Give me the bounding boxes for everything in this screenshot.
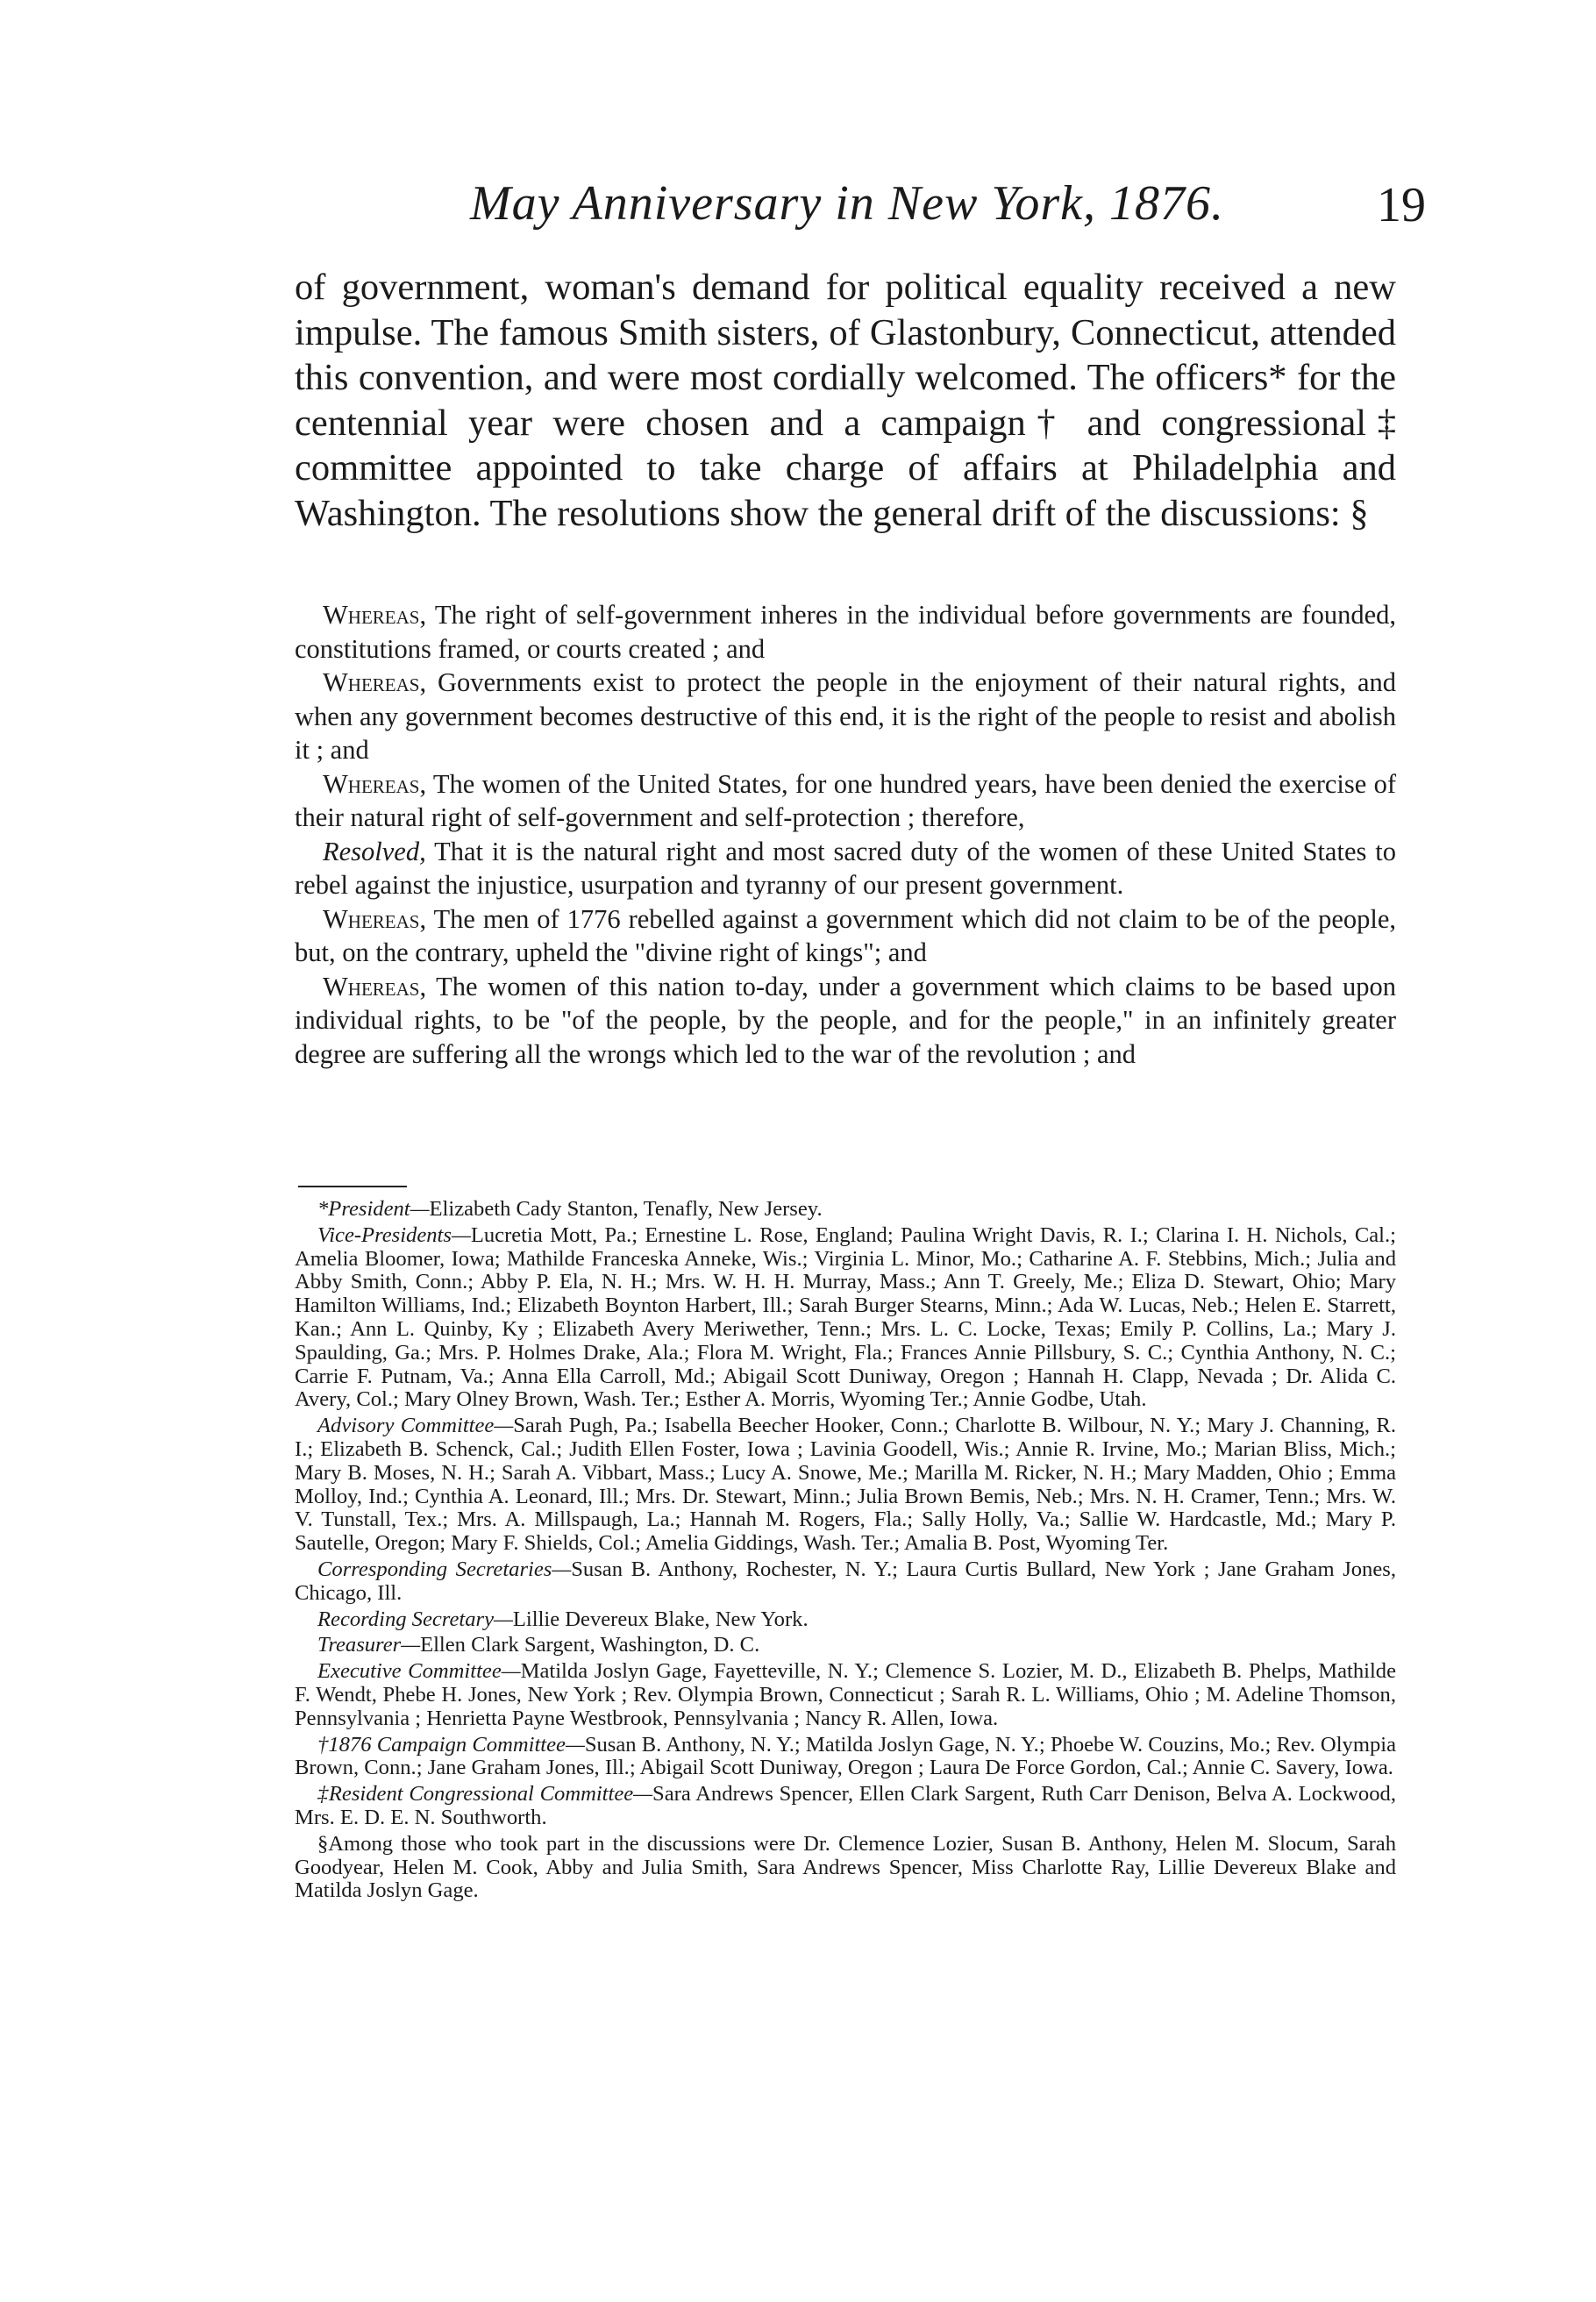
footnote-text: §Among those who took part in the discussions were Dr. Clemence Lozier, Susan B. Anthony, Helen M. Slocum, Sarah Goodyear, Helen M. Cook, Abby and Julia Smith, Sara Andrews Spencer, Miss Charlotte Ray, Lillie Devereux Blake and Matilda Joslyn Gage. [295,1831,1396,1903]
footnote-label: †1876 Campaign Committee— [317,1732,585,1757]
footnote-divider [298,1186,407,1187]
resolution-text: The women of this nation to-day, under a government which claims to be based upon individual rights, to be "of the people, by the people, and for the people," in an infinitely greater degree are suffering all the wrongs which led to the war of the revolution ; and [295,971,1397,1069]
footnote [295,1660,1396,1730]
footnote [295,1783,1396,1830]
footnote-text: Ellen Clark Sargent, Washington, D. C. [420,1633,760,1657]
resolution-text: Governments exist to protect the people in the enjoyment of their natural rights, and when any government becomes destructive of this end, it is the right of the people to resist and abolish it ; and [295,667,1396,765]
footnote [295,1198,1396,1222]
footnote-text: Sarah Pugh, Pa.; Isabella Beecher Hooker, Conn.; Charlotte B. Wilbour, N. Y.; Mary J. Channing, R. I.; Elizabeth B. Schenck, Cal.; Judith Ellen Foster, Iowa ; Lavinia Goodell, Wis.; Annie R. Irvine, Mo.; Marian Bliss, Mich.; Mary B. Moses, N. H.; Sarah A. Vibbart, Mass.; Lucy A. Snowe, Me.; Marilla M. Ricker, N. H.; Mary Madden, Ohio ; Emma Molloy, Ind.; Cynthia A. Leonard, Ill.; Mrs. Dr. Stewart, Minn.; Julia Brown Bemis, Neb.; Mrs. N. H. Cramer, Tenn.; Mrs. W. V. Tunstall, Tex.; Mrs. A. Millspaugh, La.; Hannah M. Rogers, Fla.; Sally Holly, Va.; Sallie W. Hardcastle, Md.; Mary P. Sautelle, Oregon; Mary F. Shields, Col.; Amelia Giddings, Wash. Ter.; Amalia B. Post, Wyoming Ter. [295,1414,1396,1556]
page-header [295,175,1426,246]
footnotes-block [295,1198,1396,1906]
resolution-paragraph [295,598,1396,666]
footnote [295,1634,1396,1657]
resolution-paragraph [295,666,1396,767]
resolution-lead: Whereas, [323,903,427,934]
footnote-text: Matilda Joslyn Gage, Fayetteville, N. Y.; Clemence S. Lozier, M. D., Elizabeth B. Phelps, Mathilde F. Wendt, Phebe H. Jones, New York ; Rev. Olympia Brown, Connecticut ; Sarah R. L. Williams, Ohio ; M. Adeline Thomson, Pennsylvania ; Henrietta Payne Westbrook, Pennsylvania ; Nancy R. Allen, Iowa. [295,1659,1396,1730]
footnote-label: *President— [317,1197,430,1221]
resolution-paragraph [295,835,1396,902]
resolution-text: The men of 1776 rebelled against a government which did not claim to be of the people, but, on the contrary, upheld the "divine right of kings"; and [295,903,1396,967]
footnote-text: Sara Andrews Spencer, Ellen Clark Sargent, Ruth Carr Denison, Belva A. Lockwood, Mrs. E. D. E. N. Southworth. [295,1782,1396,1829]
footnote-text: Elizabeth Cady Stanton, Tenafly, New Jersey. [429,1197,823,1221]
footnote [295,1608,1396,1632]
resolution-lead: Whereas, [323,971,427,1001]
resolution-lead: Whereas, [323,667,427,697]
footnote-label: Advisory Committee— [317,1414,514,1438]
footnote-label: ‡Resident Congressional Committee— [317,1782,653,1807]
footnote-label: Vice-Presidents— [317,1222,471,1247]
footnote-label: Recording Secretary— [317,1607,513,1631]
resolution-lead: Resolved, [323,836,426,866]
footnote-text: Lillie Devereux Blake, New York. [512,1607,809,1631]
resolution-text: The women of the United States, for one hundred years, have been denied the exercise of their natural right of self-government and self-protection ; therefore, [295,768,1396,832]
resolution-paragraph [295,902,1396,970]
resolution-lead: Whereas, [323,600,427,630]
page-number: 19 [1377,178,1426,232]
resolution-paragraph [295,767,1396,835]
resolution-lead: Whereas, [323,768,427,799]
footnote-text: Susan B. Anthony, Rochester, N. Y.; Laura Curtis Bullard, New York ; Jane Graham Jones, Chicago, Ill. [295,1557,1396,1605]
intro-paragraph: of government, woman's demand for political equality received a new impulse. The famous Smith sisters, of Glastonbury, Connecticut, attended this convention, and were most cordially welcomed. The officers* for the centennial year were chosen and a campaign† and congressional‡ committee appointed to take charge of affairs at Philadelphia and Washington. The resolutions show the general drift of the discussions: § [295,267,1396,534]
footnote-text: Susan B. Anthony, N. Y.; Matilda Joslyn Gage, N. Y.; Phoebe W. Couzins, Mo.; Rev. Olympia Brown, Conn.; Jane Graham Jones, Ill.; Abigail Scott Duniway, Oregon ; Laura De Force Gordon, Cal.; Annie C. Savery, Iowa. [295,1732,1396,1780]
resolutions-block [295,598,1396,1071]
resolution-text: That it is the natural right and most sacred duty of the women of these United States to rebel against the injustice, usurpation and tyranny of our present government. [295,836,1396,900]
footnote-label: Executive Committee— [317,1659,521,1684]
running-title: May Anniversary in New York, 1876. [470,176,1224,231]
footnote-label: Corresponding Secretaries— [317,1557,572,1581]
footnote [295,1558,1396,1606]
footnote-label: Treasurer— [317,1633,421,1657]
resolution-text: The right of self-government inheres in the individual before governments are founded, constitutions framed, or courts created ; and [295,600,1396,664]
footnote [295,1833,1396,1903]
footnote [295,1734,1396,1781]
footnote [295,1224,1396,1412]
footnote-text: Lucretia Mott, Pa.; Ernestine L. Rose, England; Paulina Wright Davis, R. I.; Clarina I. H. Nichols, Cal.; Amelia Bloomer, Iowa; Mathilde Franceska Anneke, Wis.; Virginia L. Minor, Mo.; Catharine A. F. Stebbins, Mich.; Julia and Abby Smith, Conn.; Abby P. Ela, N. H.; Mrs. W. H. H. Murray, Mass.; Ann T. Greely, Me.; Eliza D. Stewart, Ohio; Mary Hamilton Williams, Ind.; Elizabeth Boynton Harbert, Ill.; Sarah Burger Stearns, Minn.; Ada W. Lucas, Neb.; Helen E. Starrett, Kan.; Ann L. Quinby, Ky ; Elizabeth Avery Meriwether, Tenn.; Mrs. L. C. Locke, Texas; Emily P. Collins, La.; Mary J. Spaulding, Ga.; Mrs. P. Holmes Drake, Ala.; Flora M. Wright, Fla.; Frances Annie Pillsbury, S. C.; Cynthia Anthony, N. C.; Carrie F. Putnam, Va.; Anna Ella Carroll, Md.; Abigail Scott Duniway, Oregon ; Hannah H. Clapp, Nevada ; Dr. Alida C. Avery, Col.; Mary Olney Brown, Wash. Ter.; Esther A. Morris, Wyoming Ter.; Annie Godbe, Utah. [295,1222,1396,1412]
footnote [295,1415,1396,1556]
resolution-paragraph [295,970,1396,1072]
